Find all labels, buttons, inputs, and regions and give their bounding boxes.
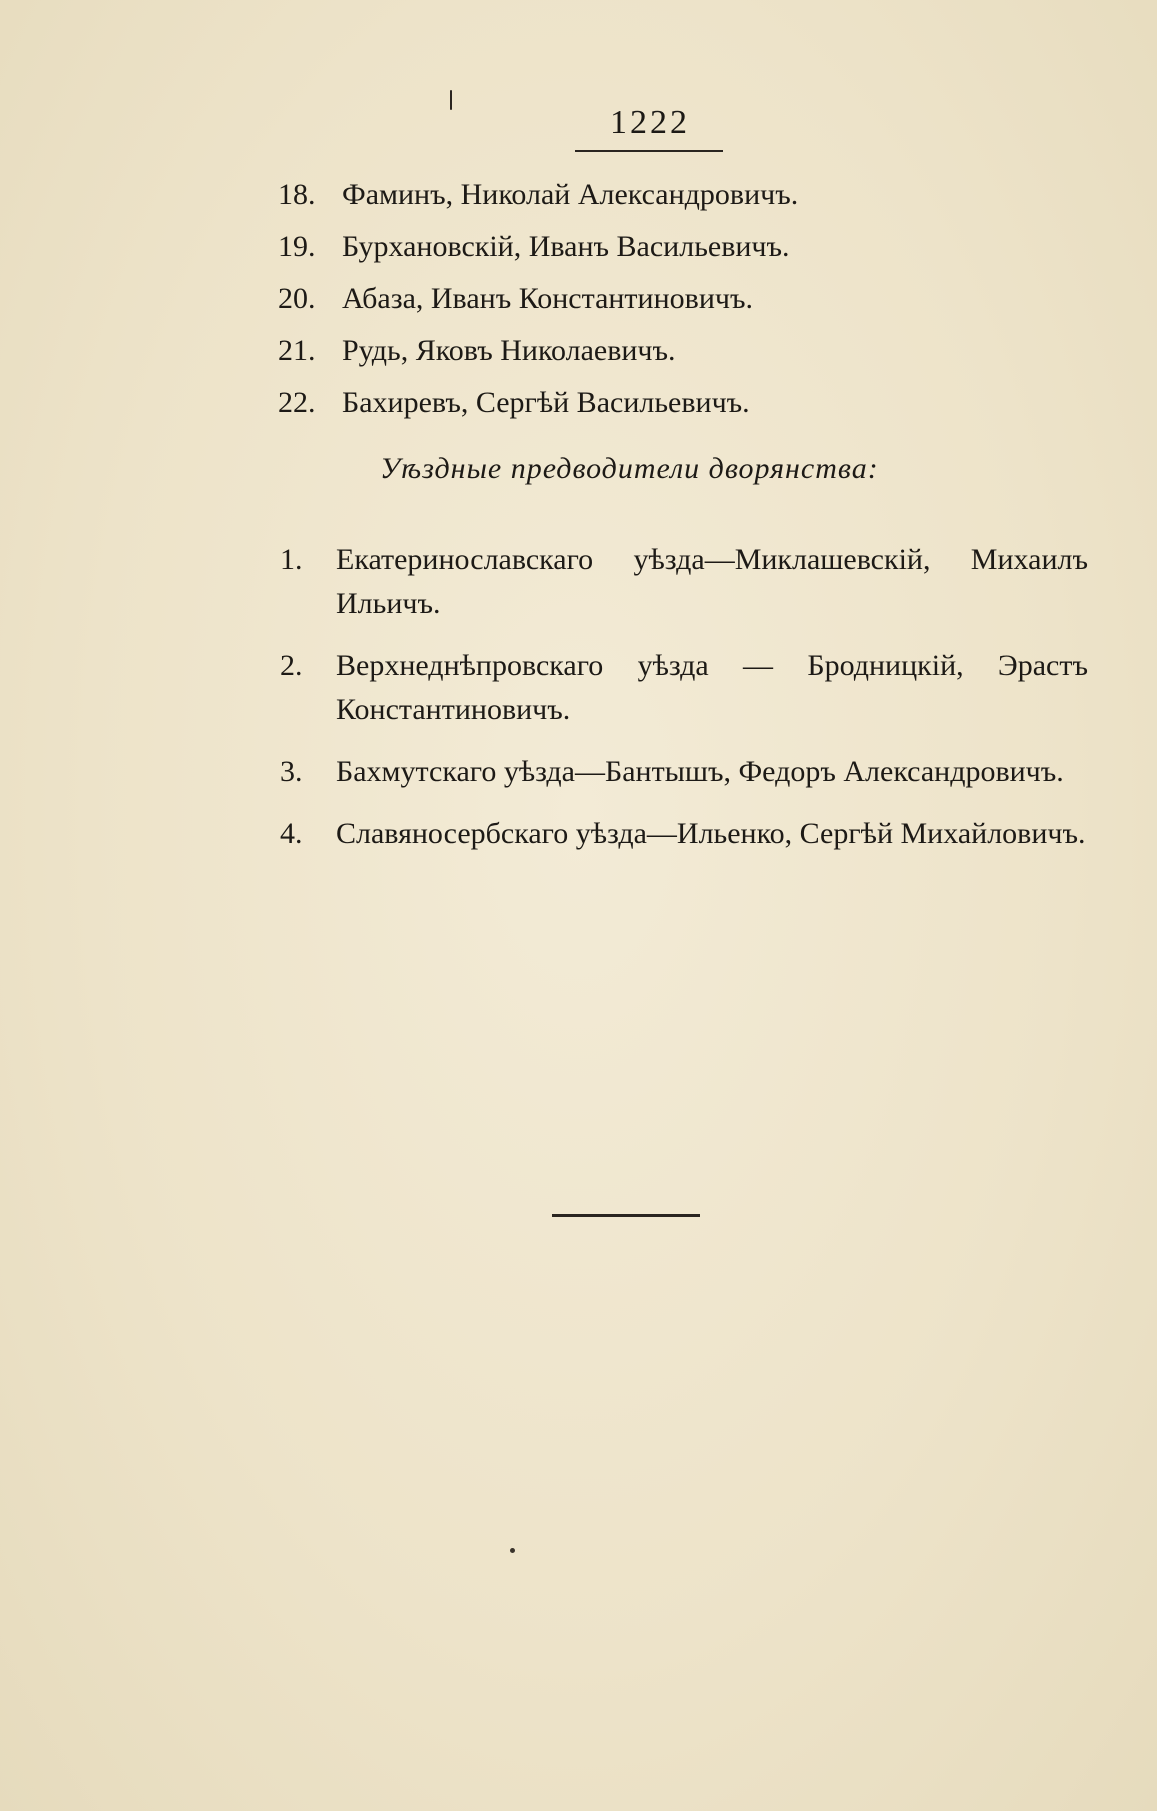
item-entry: Екатеринославскаго уѣзда—Миклашевскій, Михаилъ Ильичъ.	[336, 543, 1088, 620]
item-number: 21.	[278, 334, 316, 367]
item-number: 19.	[278, 230, 316, 263]
member-list	[278, 178, 1098, 438]
item-name: Рудь, Яковъ Николаевичъ.	[342, 334, 676, 367]
margin-mark	[450, 90, 452, 110]
item-entry: Бахмутскаго уѣзда—Бантышъ, Федоръ Александровичъ.	[336, 755, 1064, 788]
item-number: 1.	[280, 543, 303, 576]
item-entry: Верхнеднѣпровскаго уѣзда — Бродницкій, Эрастъ Константиновичъ.	[336, 649, 1088, 726]
item-number: 22.	[278, 386, 316, 419]
list-item	[278, 386, 1098, 438]
item-number: 18.	[278, 178, 316, 211]
item-name: Фаминъ, Николай Александровичъ.	[342, 178, 799, 211]
list-item	[280, 812, 1088, 856]
list-item	[278, 230, 1098, 282]
ink-dot	[510, 1548, 515, 1553]
list-item	[280, 644, 1088, 732]
list-item	[280, 750, 1088, 794]
list-item	[280, 538, 1088, 626]
marshal-list	[280, 538, 1088, 874]
list-item	[278, 178, 1098, 230]
list-item	[278, 282, 1098, 334]
closing-rule	[552, 1214, 700, 1217]
item-name: Абаза, Иванъ Константиновичъ.	[342, 282, 753, 315]
item-name: Бурхановскій, Иванъ Васильевичъ.	[342, 230, 790, 263]
page-number: 1222	[610, 104, 690, 141]
item-number: 4.	[280, 817, 303, 850]
list-item	[278, 334, 1098, 386]
item-entry: Славяносербскаго уѣзда—Ильенко, Сергѣй Михайловичъ.	[336, 817, 1086, 850]
item-number: 2.	[280, 649, 303, 682]
section-heading: Уѣздные предводители дворянства:	[380, 452, 879, 485]
header-rule	[575, 150, 723, 152]
item-number: 20.	[278, 282, 316, 315]
item-number: 3.	[280, 755, 303, 788]
item-name: Бахиревъ, Сергѣй Васильевичъ.	[342, 386, 750, 419]
